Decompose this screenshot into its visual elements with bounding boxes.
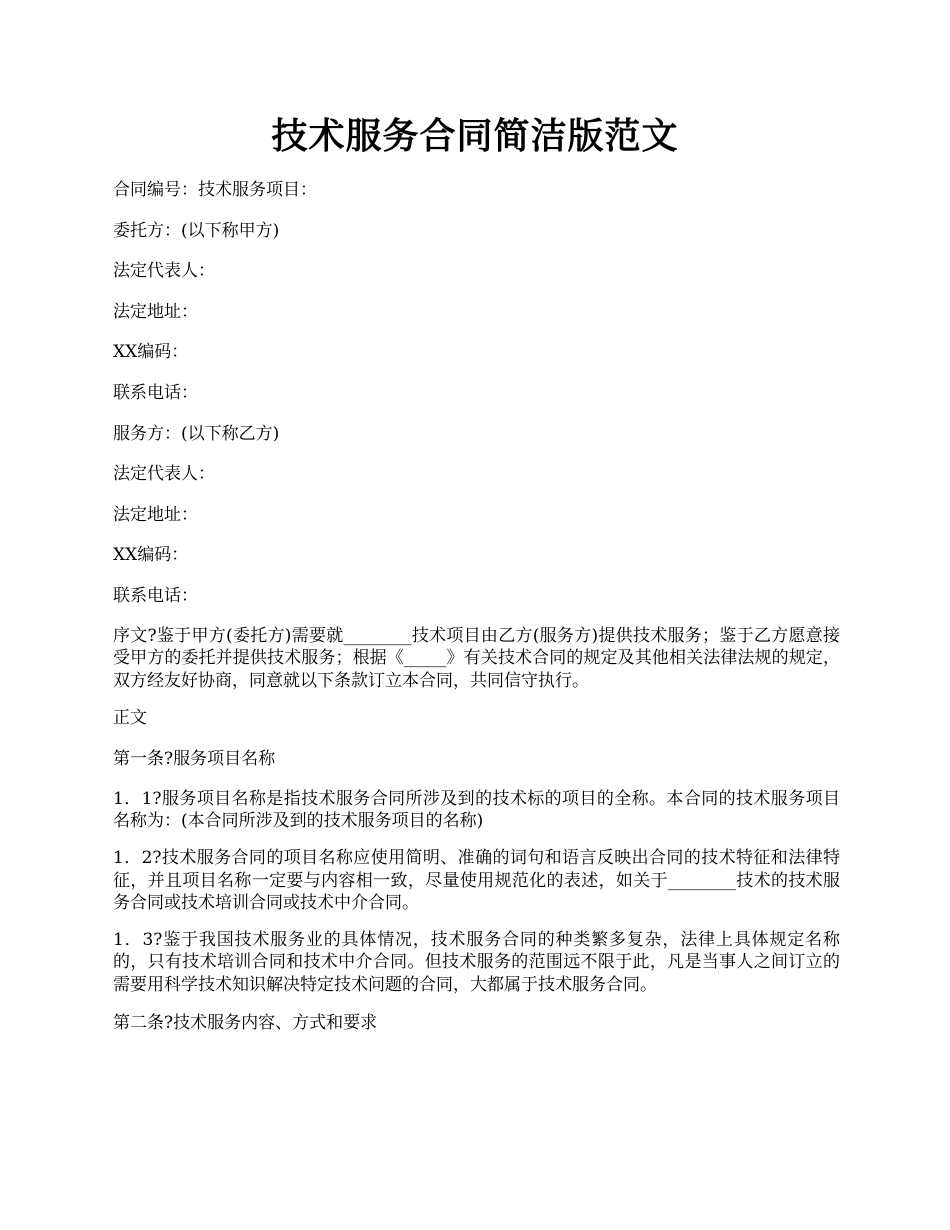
- preface-paragraph: 序文?鉴于甲方(委托方)需要就________技术项目由乙方(服务方)提供技术服务；鉴于乙方愿意接受甲方的委托并提供技术服务；根据《_____》有关技术合同的规定及其他相关法律法规的规定，双方经友好协商，同意就以下条款订立本合同，共同信守执行。: [113, 625, 840, 691]
- main-text-heading: 正文: [113, 708, 147, 729]
- document-title: 技术服务合同简洁版范文: [271, 115, 679, 157]
- article-2-heading: 第二条?技术服务内容、方式和要求: [113, 1012, 378, 1033]
- client-line: 委托方：(以下称甲方): [113, 220, 280, 241]
- provider-representative-line: 法定代表人：: [113, 464, 215, 485]
- provider-line: 服务方：(以下称乙方): [113, 423, 280, 444]
- client-zip-line: XX编码：: [113, 342, 189, 363]
- client-phone-line: 联系电话：: [113, 382, 198, 403]
- contract-number-line: 合同编号：技术服务项目：: [113, 180, 317, 200]
- client-representative-line: 法定代表人：: [113, 261, 215, 282]
- document-body: [113, 178, 840, 1051]
- provider-phone-line: 联系电话：: [113, 585, 198, 606]
- provider-zip-line: XX编码：: [113, 545, 189, 566]
- clause-1-2: 1．2?技术服务合同的项目名称应使用简明、准确的词句和语言反映出合同的技术特征和法律特征，并且项目名称一定要与内容相一致，尽量使用规范化的表述，如关于________技术的技术服务合同或技术培训合同或技术中介合同。: [113, 848, 840, 913]
- clause-1-3: 1．3?鉴于我国技术服务业的具体情况，技术服务合同的种类繁多复杂，法律上具体规定名称的，只有技术培训合同和技术中介合同。但技术服务的范围远不限于此，凡是当事人之间订立的需要用科学技术知识解决特定技术问题的合同，大都属于技术服务合同。: [113, 929, 840, 995]
- provider-address-line: 法定地址：: [113, 504, 198, 525]
- article-1-heading: 第一条?服务项目名称: [113, 749, 276, 770]
- client-address-line: 法定地址：: [113, 301, 198, 322]
- clause-1-1: 1．1?服务项目名称是指技术服务合同所涉及到的技术标的项目的全称。本合同的技术服务项目名称为：(本合同所涉及到的技术服务项目的名称): [113, 788, 840, 832]
